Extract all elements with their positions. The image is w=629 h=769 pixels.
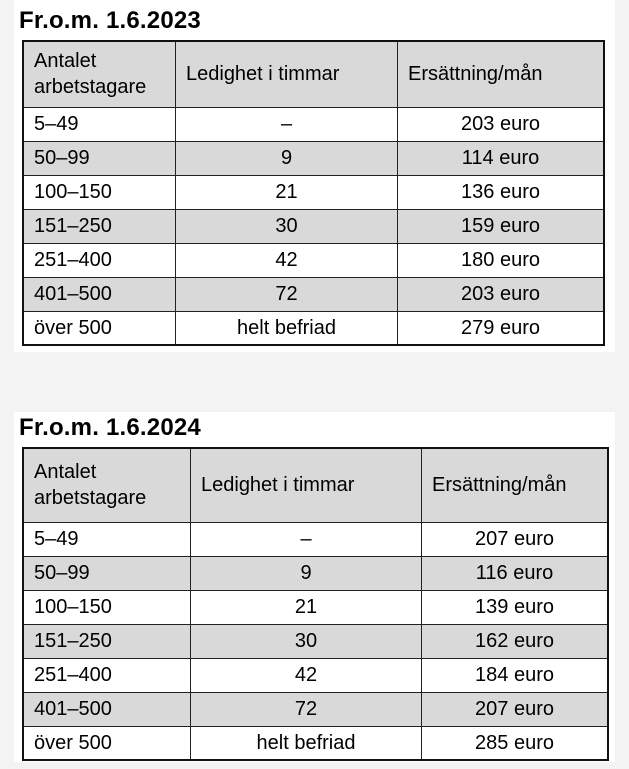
section-title: Fr.o.m. 1.6.2024: [19, 414, 201, 441]
table-row: [23, 107, 604, 141]
table-row: [23, 243, 604, 277]
table-row: [23, 141, 604, 175]
cell-leave: 30: [176, 209, 398, 243]
cell-compensation: 162 euro: [422, 624, 609, 658]
header-leave: Ledighet i timmar: [176, 41, 398, 107]
cell-leave: 72: [176, 277, 398, 311]
compensation-table: [22, 40, 605, 346]
table-header-row: [23, 41, 604, 107]
cell-employees: 50–99: [23, 141, 176, 175]
cell-compensation: 207 euro: [422, 692, 609, 726]
cell-employees: 151–250: [23, 624, 191, 658]
cell-employees: 100–150: [23, 175, 176, 209]
table-row: [23, 658, 608, 692]
table-row: [23, 209, 604, 243]
compensation-table: [22, 447, 609, 761]
header-employees: [23, 41, 176, 107]
cell-compensation: 114 euro: [398, 141, 605, 175]
header-compensation: Ersättning/mån: [398, 41, 605, 107]
cell-compensation: 116 euro: [422, 556, 609, 590]
cell-employees: 151–250: [23, 209, 176, 243]
cell-leave: 72: [191, 692, 422, 726]
cell-leave: 9: [176, 141, 398, 175]
cell-leave: –: [176, 107, 398, 141]
cell-employees: 251–400: [23, 658, 191, 692]
cell-compensation: 279 euro: [398, 311, 605, 345]
section-2023: [19, 6, 605, 346]
header-employees-line2: arbetstagare: [34, 76, 147, 99]
cell-employees: 100–150: [23, 590, 191, 624]
cell-compensation: 207 euro: [422, 522, 609, 556]
table-row: [23, 692, 608, 726]
cell-compensation: 180 euro: [398, 243, 605, 277]
page-bottom-margin: [0, 762, 629, 769]
cell-employees: 5–49: [23, 107, 176, 141]
cell-leave: 21: [191, 590, 422, 624]
cell-leave: 21: [176, 175, 398, 209]
header-employees-line1: Antalet: [34, 50, 97, 73]
table-row: [23, 175, 604, 209]
table-row: [23, 522, 608, 556]
cell-leave: 9: [191, 556, 422, 590]
table-row: [23, 311, 604, 345]
cell-employees: över 500: [23, 726, 191, 760]
cell-leave: –: [191, 522, 422, 556]
table-header-row: [23, 448, 608, 522]
header-leave: Ledighet i timmar: [191, 448, 422, 522]
cell-compensation: 159 euro: [398, 209, 605, 243]
section-gap: [0, 352, 629, 412]
cell-leave: helt befriad: [176, 311, 398, 345]
cell-compensation: 203 euro: [398, 277, 605, 311]
cell-employees: 5–49: [23, 522, 191, 556]
header-compensation: Ersättning/mån: [422, 448, 609, 522]
cell-employees: 50–99: [23, 556, 191, 590]
table-row: [23, 556, 608, 590]
section-2024: [19, 413, 609, 761]
cell-compensation: 285 euro: [422, 726, 609, 760]
cell-leave: 42: [191, 658, 422, 692]
cell-leave: 42: [176, 243, 398, 277]
table-row: [23, 590, 608, 624]
table-row: [23, 624, 608, 658]
header-employees-line1: Antalet: [34, 461, 97, 484]
header-employees-line2: arbetstagare: [34, 487, 147, 510]
cell-leave: 30: [191, 624, 422, 658]
cell-compensation: 203 euro: [398, 107, 605, 141]
cell-employees: 401–500: [23, 277, 176, 311]
cell-employees: över 500: [23, 311, 176, 345]
section-title: Fr.o.m. 1.6.2023: [19, 7, 201, 34]
table-row: [23, 277, 604, 311]
cell-leave: helt befriad: [191, 726, 422, 760]
cell-compensation: 139 euro: [422, 590, 609, 624]
cell-compensation: 136 euro: [398, 175, 605, 209]
cell-employees: 251–400: [23, 243, 176, 277]
cell-compensation: 184 euro: [422, 658, 609, 692]
header-employees: [23, 448, 191, 522]
cell-employees: 401–500: [23, 692, 191, 726]
table-row: [23, 726, 608, 760]
